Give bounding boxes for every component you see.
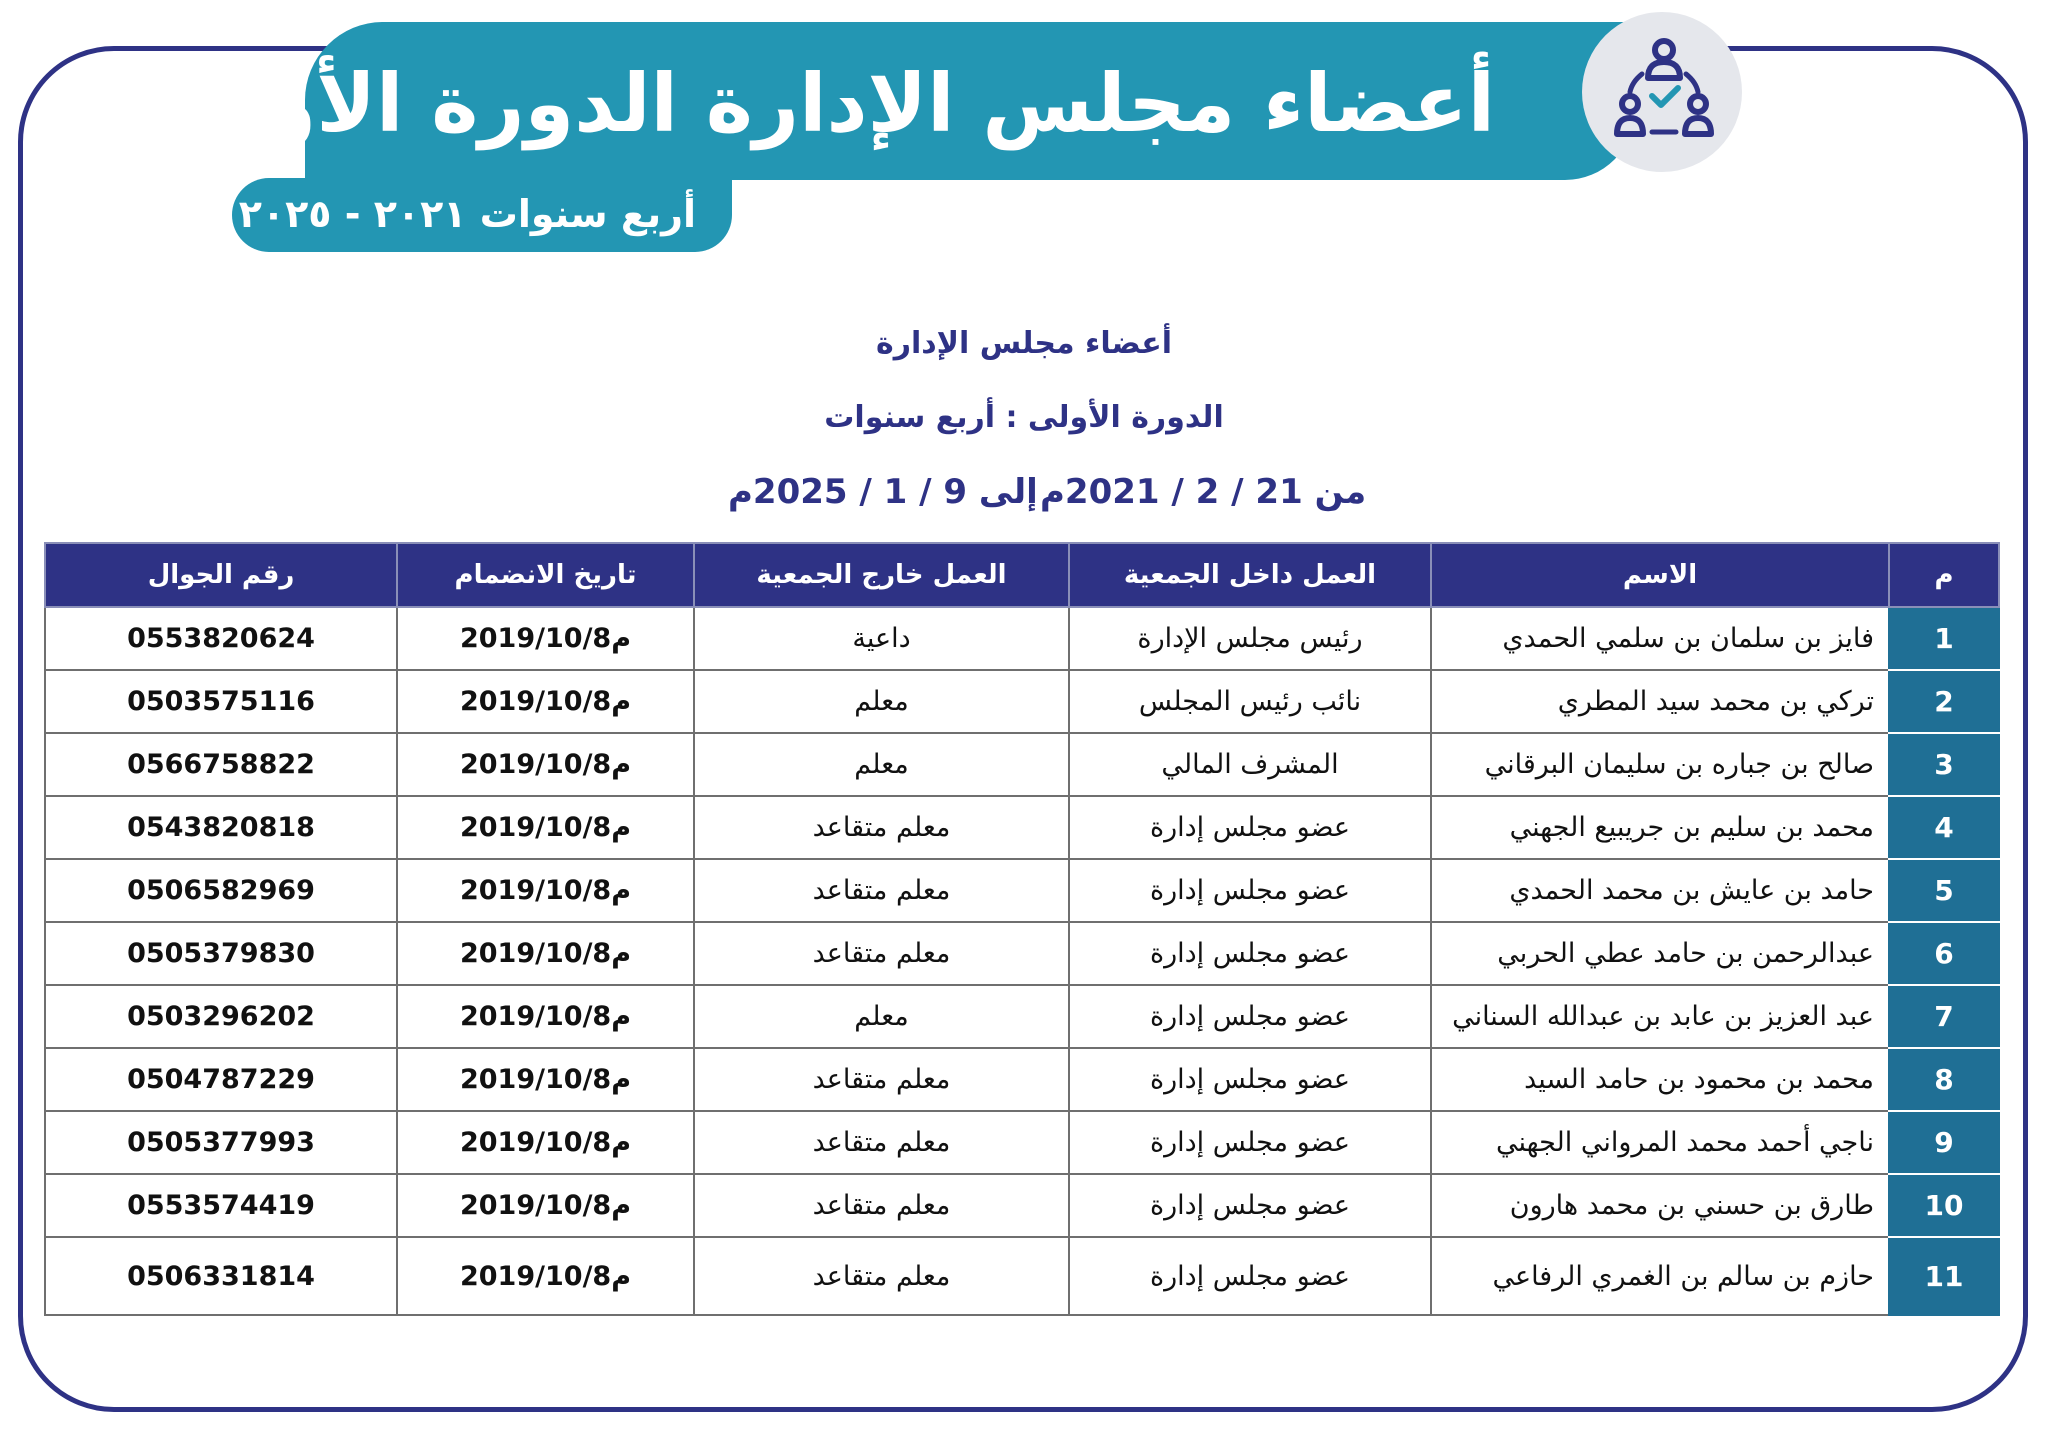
- member-name: محمد بن محمود بن حامد السيد: [1431, 1048, 1889, 1111]
- summary-date-to: إلى 9 / 1 / 2025م: [728, 472, 1038, 512]
- member-role-inside: المشرف المالي: [1069, 733, 1431, 796]
- member-role-inside: عضو مجلس إدارة: [1069, 1048, 1431, 1111]
- member-role-inside: عضو مجلس إدارة: [1069, 1111, 1431, 1174]
- member-join-date: 2019/10/8م: [397, 796, 694, 859]
- column-header-name: الاسم: [1431, 543, 1889, 607]
- member-role-inside: عضو مجلس إدارة: [1069, 922, 1431, 985]
- column-header-role-inside: العمل داخل الجمعية: [1069, 543, 1431, 607]
- table-row: [45, 922, 1999, 985]
- member-name: ناجي أحمد محمد المرواني الجهني: [1431, 1111, 1889, 1174]
- member-phone: 0503575116: [45, 670, 397, 733]
- years-badge: [197, 178, 732, 252]
- member-join-date: 2019/10/8م: [397, 922, 694, 985]
- table-row: [45, 1237, 1999, 1315]
- table-row: [45, 985, 1999, 1048]
- member-role-inside: عضو مجلس إدارة: [1069, 796, 1431, 859]
- member-job-outside: معلم متقاعد: [694, 796, 1069, 859]
- years-text: أربع سنوات ٢٠٢١ - ٢٠٢٥ م: [197, 192, 696, 236]
- member-role-inside: عضو مجلس إدارة: [1069, 859, 1431, 922]
- member-role-inside: عضو مجلس إدارة: [1069, 1237, 1431, 1315]
- member-job-outside: معلم متقاعد: [694, 1237, 1069, 1315]
- member-name: تركي بن محمد سيد المطري: [1431, 670, 1889, 733]
- member-job-outside: معلم متقاعد: [694, 1174, 1069, 1237]
- member-job-outside: معلم متقاعد: [694, 1048, 1069, 1111]
- member-job-outside: معلم: [694, 670, 1069, 733]
- member-role-inside: عضو مجلس إدارة: [1069, 985, 1431, 1048]
- member-job-outside: معلم متقاعد: [694, 859, 1069, 922]
- member-name: فايز بن سلمان بن سلمي الحمدي: [1431, 607, 1889, 670]
- table-row: [45, 1174, 1999, 1237]
- row-number: 7: [1889, 985, 1999, 1048]
- row-number: 11: [1889, 1237, 1999, 1315]
- member-join-date: 2019/10/8م: [397, 607, 694, 670]
- member-phone: 0505377993: [45, 1111, 397, 1174]
- member-join-date: 2019/10/8م: [397, 733, 694, 796]
- member-name: عبد العزيز بن عابد بن عبدالله السناني: [1431, 985, 1889, 1048]
- member-join-date: 2019/10/8م: [397, 1111, 694, 1174]
- page-title: أعضاء مجلس الإدارة الدورة الأولى: [155, 57, 1495, 150]
- member-job-outside: داعية: [694, 607, 1069, 670]
- member-name: حازم بن سالم بن الغمري الرفاعي: [1431, 1237, 1889, 1315]
- member-phone: 0566758822: [45, 733, 397, 796]
- column-header-job-outside: العمل خارج الجمعية: [694, 543, 1069, 607]
- member-phone: 0503296202: [45, 985, 397, 1048]
- row-number: 3: [1889, 733, 1999, 796]
- member-join-date: 2019/10/8م: [397, 1237, 694, 1315]
- member-name: عبدالرحمن بن حامد عطي الحربي: [1431, 922, 1889, 985]
- table-header-row: [45, 543, 1999, 607]
- table-row: [45, 733, 1999, 796]
- row-number: 1: [1889, 607, 1999, 670]
- column-header-number: م: [1889, 543, 1999, 607]
- member-phone: 0543820818: [45, 796, 397, 859]
- member-name: حامد بن عايش بن محمد الحمدي: [1431, 859, 1889, 922]
- member-phone: 0506331814: [45, 1237, 397, 1315]
- table-row: [45, 670, 1999, 733]
- member-role-inside: رئيس مجلس الإدارة: [1069, 607, 1431, 670]
- member-join-date: 2019/10/8م: [397, 1048, 694, 1111]
- row-number: 9: [1889, 1111, 1999, 1174]
- member-phone: 0506582969: [45, 859, 397, 922]
- table-row: [45, 796, 1999, 859]
- member-phone: 0505379830: [45, 922, 397, 985]
- header-icon-badge: [1582, 12, 1742, 172]
- member-role-inside: نائب رئيس المجلس: [1069, 670, 1431, 733]
- member-job-outside: معلم: [694, 733, 1069, 796]
- column-header-join-date: تاريخ الانضمام: [397, 543, 694, 607]
- member-phone: 0553820624: [45, 607, 397, 670]
- table-row: [45, 1048, 1999, 1111]
- member-job-outside: معلم: [694, 985, 1069, 1048]
- member-phone: 0504787229: [45, 1048, 397, 1111]
- member-role-inside: عضو مجلس إدارة: [1069, 1174, 1431, 1237]
- member-job-outside: معلم متقاعد: [694, 922, 1069, 985]
- table-row: [45, 859, 1999, 922]
- row-number: 5: [1889, 859, 1999, 922]
- member-join-date: 2019/10/8م: [397, 670, 694, 733]
- row-number: 2: [1889, 670, 1999, 733]
- member-name: محمد بن سليم بن جريبيع الجهني: [1431, 796, 1889, 859]
- column-header-phone: رقم الجوال: [45, 543, 397, 607]
- row-number: 8: [1889, 1048, 1999, 1111]
- table-row: [45, 1111, 1999, 1174]
- member-join-date: 2019/10/8م: [397, 1174, 694, 1237]
- member-join-date: 2019/10/8م: [397, 985, 694, 1048]
- members-table: [44, 542, 2000, 1316]
- member-name: طارق بن حسني بن محمد هارون: [1431, 1174, 1889, 1237]
- row-number: 10: [1889, 1174, 1999, 1237]
- summary-term: الدورة الأولى : أربع سنوات: [824, 400, 1224, 435]
- member-name: صالح بن جباره بن سليمان البرقاني: [1431, 733, 1889, 796]
- row-number: 6: [1889, 922, 1999, 985]
- table-row: [45, 607, 1999, 670]
- member-phone: 0553574419: [45, 1174, 397, 1237]
- summary-date-from: من 21 / 2 / 2021م: [1040, 472, 1367, 512]
- member-job-outside: معلم متقاعد: [694, 1111, 1069, 1174]
- team-members-icon: [1614, 34, 1714, 144]
- member-join-date: 2019/10/8م: [397, 859, 694, 922]
- summary-heading: أعضاء مجلس الإدارة: [876, 326, 1172, 361]
- header-banner: [155, 22, 1635, 180]
- row-number: 4: [1889, 796, 1999, 859]
